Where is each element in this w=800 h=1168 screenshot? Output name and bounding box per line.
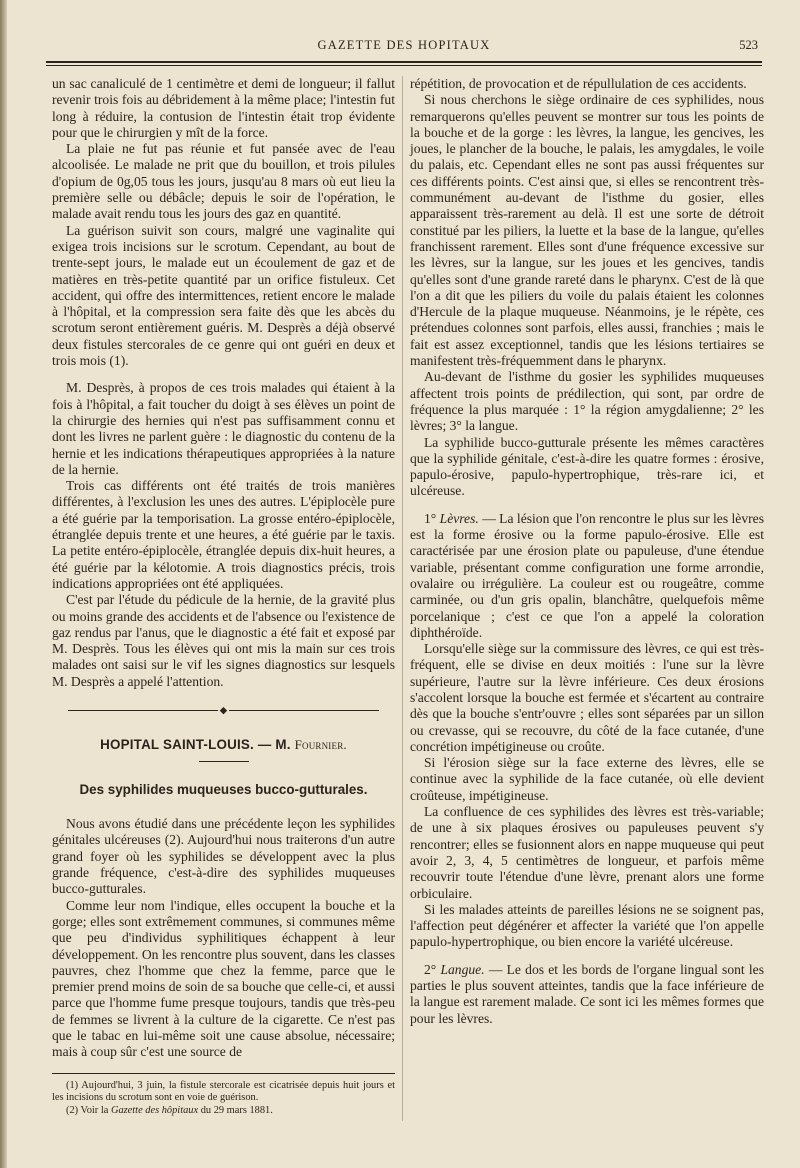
- footnote-journal: Gazette des hôpitaux: [110, 1105, 199, 1117]
- paragraph: un sac canaliculé de 1 centimètre et demi de longueur; il fallut revenir trois fois au débridement à la même place; l'intestin fut long à réduire, la contusion de l'intestin était trop évidente pour que le chirurgien y mît de la force.: [52, 76, 395, 140]
- page-number: 523: [739, 38, 758, 52]
- paragraph: La confluence de ces syphilides des lèvres est très-variable; de une à six plaques érosives ou papuleuses peuvent s'y rencontrer; elles se fusionnent alors en nappe muqueuse qui peut avoir 2, 3, 4, 5 centimètres de longueur, et parfois même recouvrir toute l'étendue d'une lèvre, prenant alors une forme orbiculaire.: [410, 804, 764, 901]
- right-column: [410, 76, 764, 1027]
- section-heading-doctor: Fournier.: [294, 736, 347, 752]
- article-title: Des syphilides muqueuses bucco-gutturales.: [79, 781, 368, 797]
- subheading-langue: Langue.: [440, 961, 485, 977]
- header-rule: [46, 61, 762, 63]
- header-rule-thin: [46, 65, 762, 66]
- footnote-text: du 29 mars 1881.: [200, 1105, 273, 1117]
- paragraph: Comme leur nom l'indique, elles occupent la bouche et la gorge; elles sont extrêmement communes, si communes même que peu d'individus syphilitiques échappent à leur développement. On les rencontre plus souvent, dans les classes pauvres, chez l'homme que chez la femme, parce que le premier prend moins de soin de sa bouche que celle-ci, et aussi parce que l'homme fume presque toujours, tandis que très-peu de femmes se livrent à la culture de la cigarette. Ce n'est pas que le tabac en lui-même soit une cause absolue, nécessaire; mais à coup sûr c'est une source de: [52, 897, 395, 1060]
- page-binding-edge: [0, 0, 7, 1168]
- paragraph: Si les malades atteints de pareilles lésions ne se soignent pas, l'affection peut dégénérer et affecter la variété que l'on appelle papulo-hypertrophique, ou bien encore la variété ulcéreuse.: [410, 901, 764, 950]
- enumeration: 2°: [424, 961, 437, 977]
- page-header: [46, 36, 762, 56]
- paragraph-text: — La lésion que l'on rencontre le plus sur les lèvres est la forme érosive ou la forme papulo-érosive. Elle est caractérisée par une érosion plate ou papuleuse, d'une étendue variable, présentant comme configuration une forme arrondie, ovalaire ou irrégulière. La couleur est ou rougeâtre, comme carminée, ou d'un gris opalin, blanchâtre, quelquefois même porcelanique ; c'est ce que l'on a appelé la coloration diphthéroïde.: [410, 510, 764, 640]
- footnote-text: (2) Voir la: [66, 1105, 109, 1117]
- paragraph: Lorsqu'elle siège sur la commissure des lèvres, ce qui est très-fréquent, elle se divise en deux moitiés : l'une sur la lèvre supérieure, l'autre sur la lèvre inférieure. Ces deux érosions s'accolent lorsque la bouche est fermée et s'écartent au contraire dès que la bouche s'entr'ouvre ; elles sont séparées par un sillon ou crevasse, qui se recouvre, du côté de la face cutanée, d'une concrétion impétigineuse ou croûte.: [410, 641, 764, 754]
- running-title: GAZETTE DES HOPITAUX: [317, 38, 491, 52]
- section-heading: [52, 737, 395, 753]
- paragraph: Trois cas différents ont été traités de trois manières différentes, à l'exclusion les unes des autres. L'épiplocèle pure a été guérie par la temporisation. La grosse entéro-épiplocèle, étranglée depuis trente et une heures, a été guérie par le taxis. La petite entéro-épiplocèle, étranglée depuis dix-huit heures, a été guérie par la kélotomie. A trois diagnostics précis, trois indications appropriées ont été appliquées.: [52, 478, 395, 591]
- paragraph: [410, 962, 764, 1027]
- paragraph: C'est par l'étude du pédicule de la hernie, de la gravité plus ou moins grande des accidents et de l'absence ou l'existence de gaz rendus par l'anus, que le diagnostic a été fait et exposé par M. Desprès. Tous les élèves qui ont mis la main sur ces trois malades ont saisi sur le vif les signes diagnostics sur lesquels M. Desprès a appelé l'attention.: [52, 592, 395, 689]
- paragraph: Au-devant de l'isthme du gosier les syphilides muqueuses affectent trois points de prédilection, qui sont, par ordre de fréquence la plus marquée : 1° la région amygdalienne; 2° les lèvres; 3° la langue.: [410, 369, 764, 434]
- footnote: (1) Aujourd'hui, 3 juin, la fistule stercorale est cicatrisée depuis huit jours et les incisions du scrotum sont en voie de guérison.: [52, 1079, 395, 1104]
- paragraph: répétition, de provocation et de répullulation de ces accidents.: [410, 76, 747, 91]
- paragraph: La syphilide bucco-gutturale présente les mêmes caractères que la syphilide génitale, c'est-à-dire les quatre formes : érosive, papulo-érosive, papulo-hypertrophique, très-rare ici, et ulcéreuse.: [410, 434, 764, 499]
- paragraph-text: — Le dos et les bords de l'organe lingual sont les parties le plus souvent atteintes, tandis que la face inférieure de la langue est rarement malade. Ce sont ici les mêmes formes que pour les lèvres.: [410, 961, 764, 1026]
- paragraph: La plaie ne fut pas réunie et fut pansée avec de l'eau alcoolisée. Le malade ne prit que du bouillon, et trois pilules d'opium de 0g,05 tous les jours, jusqu'au 8 mars où eut lieu la première selle ou débâcle; depuis le soir de l'opération, le malade avait rendu tous les jours des gaz en quantité.: [52, 141, 395, 222]
- paragraph: Si l'érosion siège sur la face externe des lèvres, elle se continue avec la syphilide de la face cutanée, où elle devient croûteuse, impétigineuse.: [410, 755, 764, 803]
- left-column: [52, 76, 395, 1118]
- footnote: [52, 1105, 395, 1118]
- subheading-levres: Lèvres.: [439, 510, 479, 526]
- paragraph: Si nous cherchons le siège ordinaire de ces syphilides, nous remarquerons qu'elles peuvent se montrer sur tous les points de la bouche et de la gorge : les lèvres, la langue, les gencives, les joues, le plancher de la bouche, le palais, les amygdales, le voile du palais, etc. Cependant elles ne sont pas aussi fréquentes sur ces différents points. C'est ainsi que, si elles se rencontrent très-communément au-devant de l'isthme du gosier, elles apparaissent très-rarement au delà. Il est une sorte de détroit constitué par les piliers, la luette et la base de la langue, qu'elles franchissent rarement. Elles sont d'une fréquence excessive sur les lèvres, sur la langue, sur les joues et les gencives, tandis qu'elles sont d'une grande rareté dans le pharynx. C'est de là que l'on a dit que les piliers du voile du palais étaient les colonnes d'Hercule de la plaque muqueuse. Néanmoins, je le répète, ces prétendues colonnes sont parfois, elles aussi, franchies ; mais le fait est assez exceptionnel, tandis que les lésions tertiaires se manifestent très-fréquemment dans le pharynx.: [410, 92, 764, 369]
- footnote-rule: [52, 1073, 395, 1074]
- paragraph: M. Desprès, à propos de ces trois malades qui étaient à la fois à l'hôpital, a fait toucher du doigt à ses élèves un point de la chirurgie des hernies qui n'est pas suffisamment connu et dont les livres ne parlent guère : le diagnostic du contenu de la hernie et les indications thérapeutiques appropriées à la nature de la hernie.: [52, 380, 395, 477]
- paragraph: La guérison suivit son cours, malgré une vaginalite qui exigea trois incisions sur le scrotum. Cependant, au bout de trente-sept jours, le malade eut un écoulement de gaz et de matières en très-petite quantité par un orifice fistuleux. Cet accident, qui offre des intermittences, retient encore le malade à l'hôpital, et la compression sera faite dès que les abcès du scrotum seront entièrement guéris. M. Desprès a déjà observé deux fistules stercorales de ce genre qui ont guéri en deux et trois mois (1).: [52, 222, 395, 369]
- heading-rule: [199, 761, 249, 762]
- paragraph: [410, 511, 764, 641]
- paragraph: Nous avons étudié dans une précédente leçon les syphilides génitales ulcéreuses (2). Aujourd'hui nous traiterons d'un autre grand foyer où les syphilides se développent avec la plus grande fréquence, c'est-à-dire des syphilides muqueuses bucco-gutturales.: [52, 816, 395, 897]
- column-divider: [402, 76, 403, 1121]
- section-heading-text: HOPITAL SAINT-LOUIS. — M.: [100, 736, 291, 752]
- section-separator: ◆: [52, 702, 395, 719]
- enumeration: 1°: [424, 510, 437, 526]
